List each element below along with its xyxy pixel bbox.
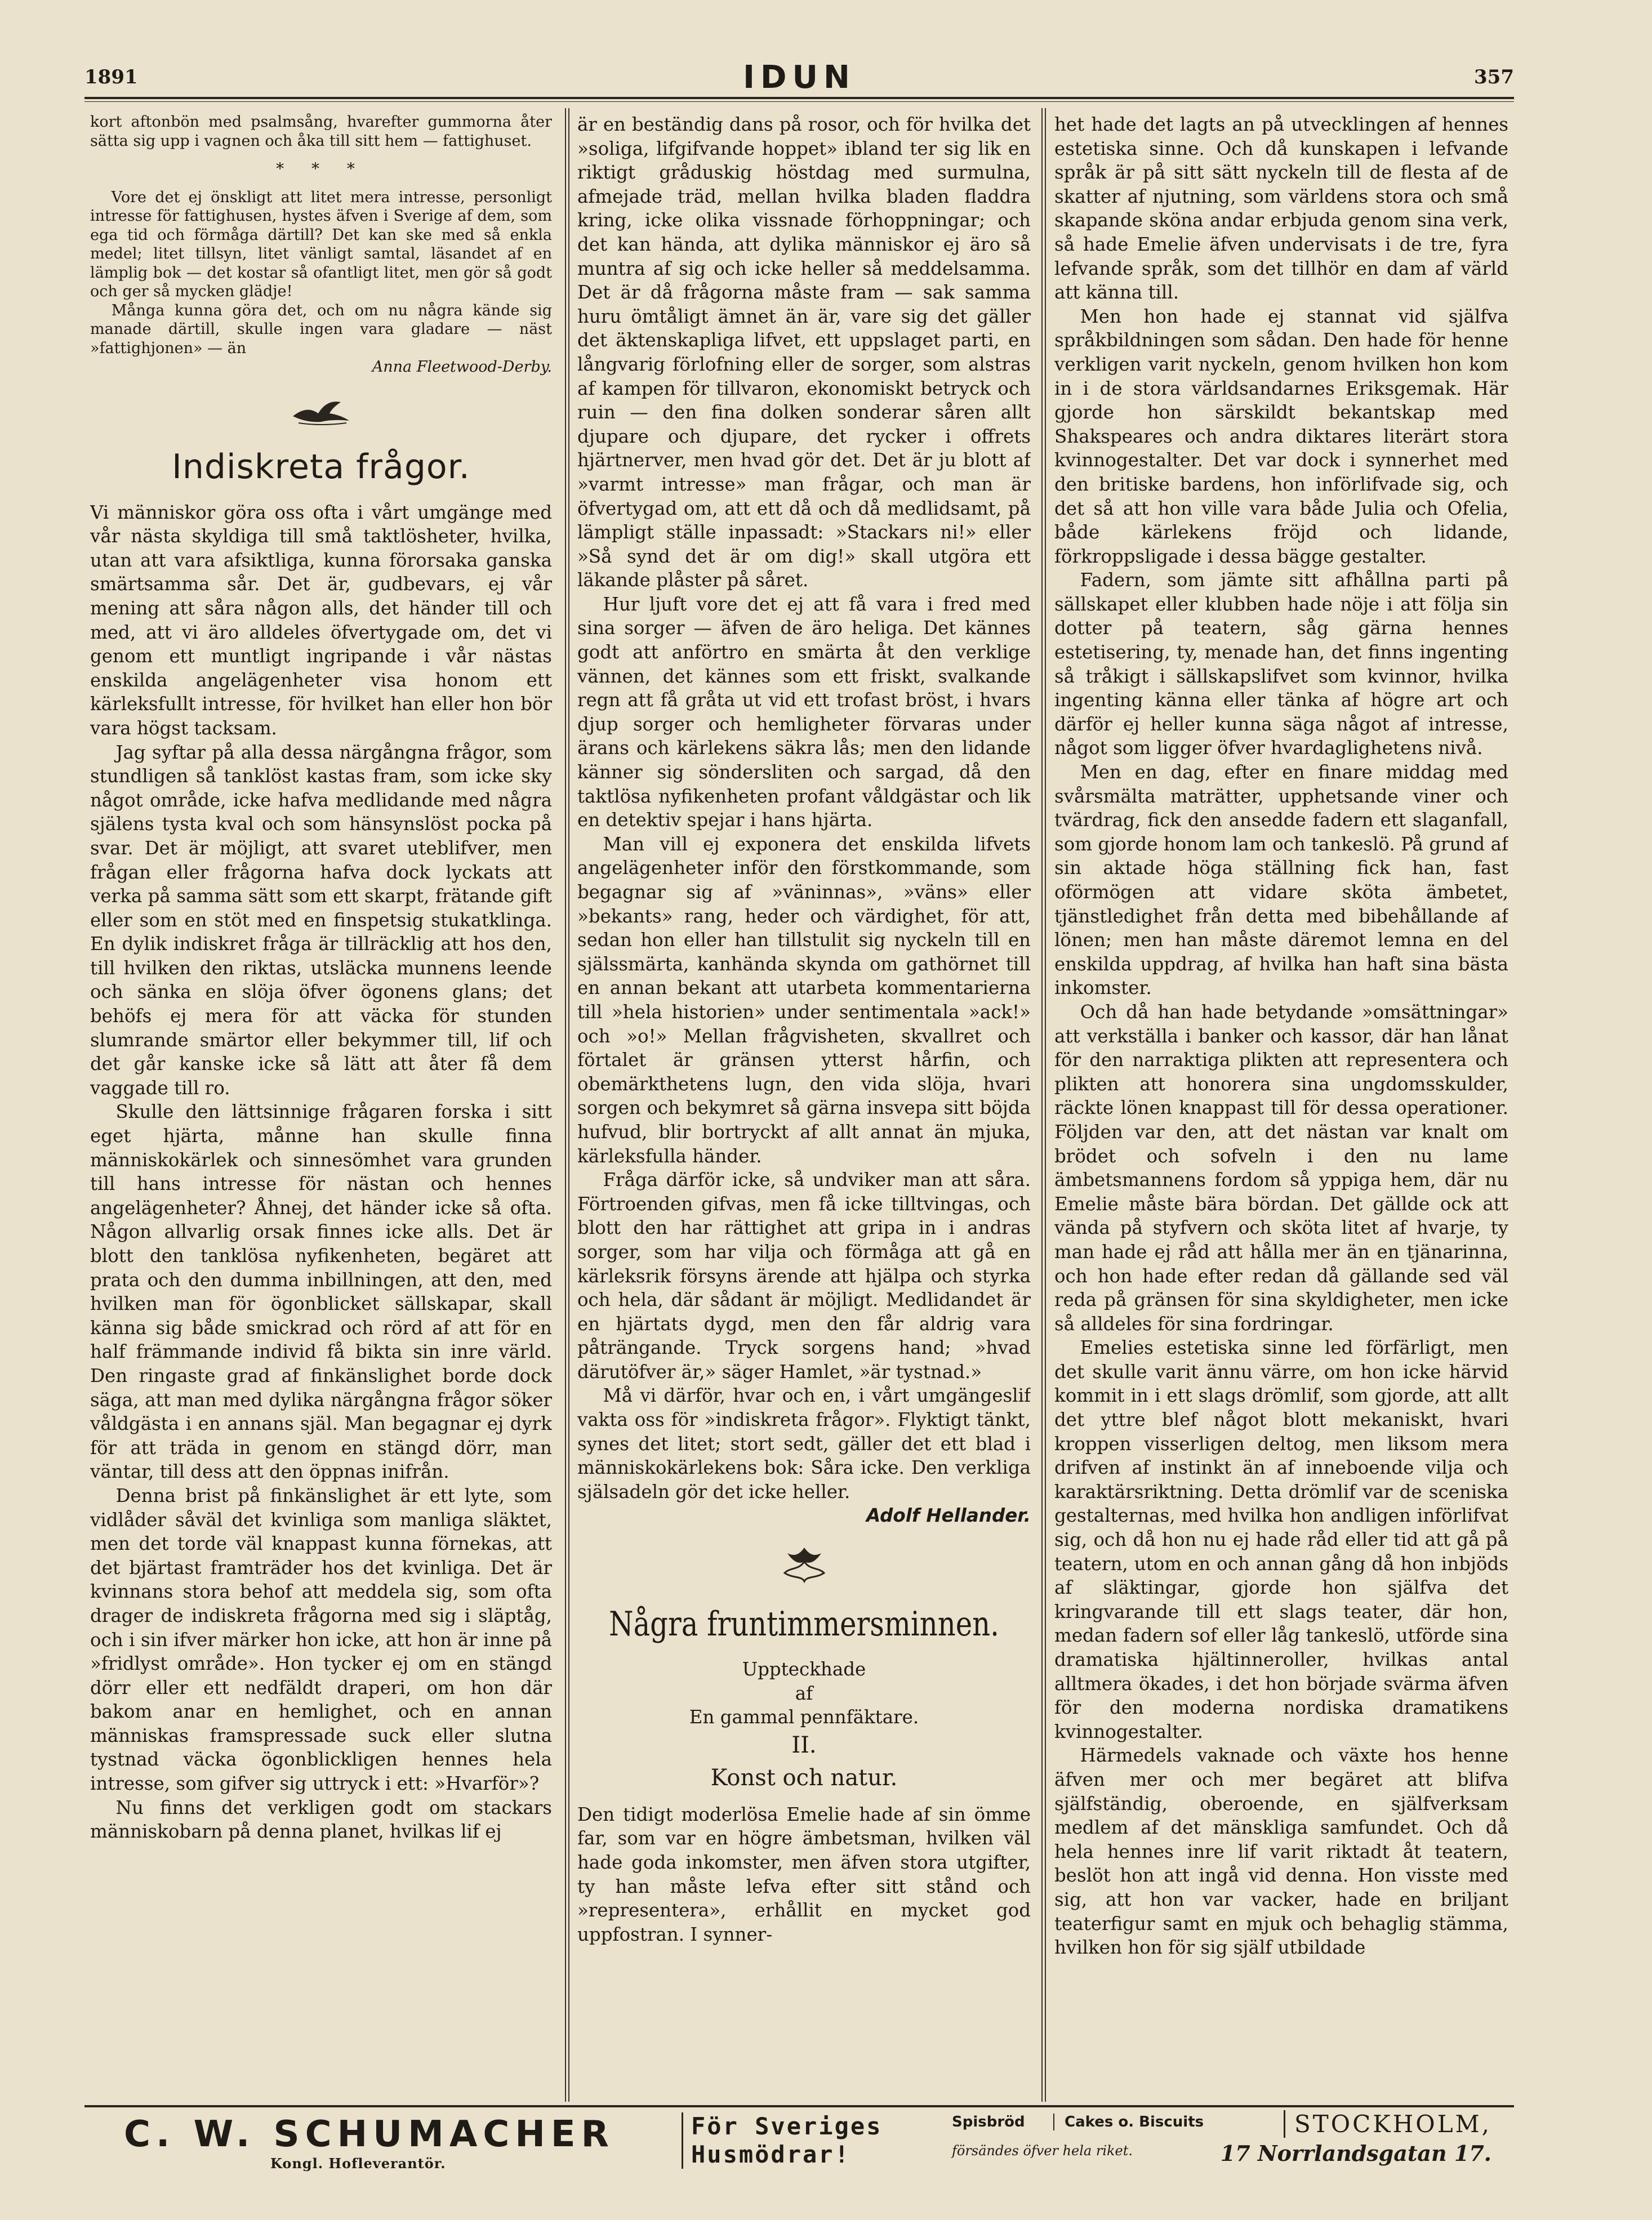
paragraph: Men en dag, efter en finare middag med svårsmälta maträtter, upphetsande viner och tvärdrag, fick den ansedde fadern ett slaganfall, som gjorde honom lam och tankeslö. På grund af sin aktade höga ställning fick han, fast oförmögen att vidare sköta ämbetet, tjänstledighet från detta med bibehållande af lönen; men han måste däremot lemna en del enskilda uppdrag, af hvilka han haft sina bästa inkomster. <box>1054 761 1508 999</box>
column-1 <box>90 113 552 2101</box>
paragraph: Många kunna göra det, och om nu några kände sig manade därtill, skulle ingen vara gladare — näst »fattighjonen» — än <box>90 301 552 357</box>
article-title: Indiskreta frågor. <box>172 447 470 487</box>
column-divider <box>1041 108 1043 2102</box>
bird-ornament-icon <box>90 394 552 427</box>
chapter-title: Konst och natur. <box>710 1764 898 1791</box>
paragraph: är en beständig dans på rosor, och för hvilka det »soliga, lifgifvande hoppet» ibland ter sig lik en riktigt gråduskig höstdag med surmulna, afmejade träd, mellan hvilka bladen fladdra kring, icke olika vissnade förhoppningar; och det kan hända, att dylika människor ej äro så muntra af sig och icke heller så meddelsamma. Det är då frågorna måste fram — sak samma huru ömtåligt ämnet än är, vare sig det gäller det äktenskapliga lifvet, ett uppslaget parti, en långvarig förlofning eller de sorger, som alstras af kampen för tillvaron, ekonomiskt betryck och ruin — den fina dolken sonderar såren allt djupare och djupare, det rycker i offrets hjärtnerver, men hvad gör det. Det är ju blott af »varmt intresse» man frågar, och man är öfvertygad om, att ett då och då medlidsamt, på lämpligt ställe inpassadt: »Stackars ni!» eller »Så synd det är om dig!» skall utgöra ett läkande plåster på såret. <box>577 114 1031 591</box>
paragraph: het hade det lagts an på utvecklingen af hennes estetiska sinne. Och då kunskapen i lefvande språk är på sitt sätt nyckeln till de flesta af de skatter af njutning, som världens stora och små skapande sköna andar erbjuda genom sina verk, så hade Emelie äfven undervisats i de tre, fyra lefvande språk, som det tillhör en dam af värld att känna till. <box>1054 114 1508 304</box>
paragraph: Hur ljuft vore det ej att få vara i fred med sina sorger — äfven de äro heliga. Det kännes godt att anförtro en smärta åt den verklige vännen, det kännes som ett friskt, svalkande regn att få gråta ut vid ett trofast bröst, i hvars djup sorger och hemligheter förvaras under ärans och kärlekens säkra lås; men den lidande känner sig söndersliten och sargad, då den taktlösa nyfikenheten profant våldgästar och lik en detektiv spejar i hans hjärta. <box>577 593 1031 831</box>
paragraph: Må vi därför, hvar och en, i vårt umgängeslif vakta oss för »indiskreta frågor». Flyktigt tänkt, synes det litet; stort sedt, gäller det ett blad i människokärlekens bok: Såra icke. Den verkliga själsadeln gör det icke heller. <box>577 1385 1031 1503</box>
header-title: IDUN <box>743 59 856 96</box>
column-divider <box>568 108 569 2102</box>
author-signature: Adolf Hellander. <box>866 1505 1031 1527</box>
paragraph: Skulle den lättsinnige frågaren forska i sitt eget hjärta, månne han skulle finna människokärlek och sinnesömhet vara grunden till hans intresse för nästan och hennes angelägenheter? Åhnej, det händer icke så ofta. Någon allvarlig orsak finnes icke alls. Det är blott den tanklösa nyfikenheten, begäret att prata och den dumma inbillningen, att den, med hvilken man för ögonblicket sällskapar, skall känna sig både smickrad och rörd af att för en half främmande individ få bikta sin inre värld. Den ringaste grad af finkänslighet borde dock säga, att man med dylika närgångna frågor söker våldgästa i en annans själ. Man begagnar ej dyrk för att träda in genom en stängd dörr, man väntar, till dess att den öppnas inifrån. <box>90 1101 552 1483</box>
paragraph: Och då han hade betydande »omsättningar» att verkställa i banker och kassor, där han lånat för den narraktiga plikten att representera och plikten att honorera sina ungdomsskulder, räckte lönen knappast till för dessa operationer. Följden var den, att det nästan var knalt om brödet och sofveln i den nu lame ämbetsmannens fordom så yppiga hem, där nu Emelie måste bära bördan. Det gällde ock att vända på styfvern och sköta litet af hvarje, ty man hade ej råd att hålla mer än en tjänarinna, och hon hade efter redan då gällande sed väl reda på gränsen för sina skyldigheter, men icke så alldeles för sina fordringar. <box>1054 1001 1508 1335</box>
advertisement-slogan: För Sveriges Husmödrar! <box>682 2112 882 2169</box>
paragraph: Nu finns det verkligen godt om stackars människobarn på denna planet, hvilkas lif ej <box>90 1796 552 1843</box>
product-label: Spisbröd <box>952 2114 1025 2130</box>
author-signature: Anna Fleetwood-Derby. <box>372 358 552 376</box>
advertiser-address: 17 Norrlandsgatan 17. <box>1220 2141 1491 2166</box>
paragraph: Man vill ej exponera det enskilda lifvets angelägenheter inför den förstkommande, som begagnar sig af »väninnas», »väns» eller »bekants» rang, heder och värdighet, för att, sedan hon eller han tillstulit sig nyckeln till en själssmärta, kanhända skynda om gathörnet till en annan bekant att utarbeta kommentarierna till »hela historien» under sentimentala »ack!» och »o!» Mellan frågvisheten, skvallret och förtalet är gränsen ytterst hårfin, och obemärkthetens lugn, den vida slöja, hvari sorgen och bekymret så gärna insvepa sitt böjda hufvud, blir bortryckt af allt annat än mjuka, kärleksfulla händer. <box>577 833 1031 1167</box>
subtitle: Uppteckhade <box>742 1659 866 1680</box>
paragraph: Jag syftar på alla dessa närgångna frågor, som stundligen så tanklöst kastas fram, som icke sky något område, icke hafva medlidande med några själens tysta kval och som hänsynslöst pocka på svar. Det är möjligt, att svaret uteblifver, men frågan eller frågorna hafva dock lyckats att verka på samma sätt som ett skarpt, frätande gift eller som en stöt med en finspetsig stukatklinga. En dylik indiskret fråga är tillräcklig att hos den, till hvilken den riktas, utsläcka munnens leende och sänka en slöja öfver ögonens glans; det behöfs ej mera för att väcka för stunden slumrande smärtor eller bekymmer till, lif och det går kanske icke så lätt att åter få dem vaggade till ro. <box>90 741 552 1099</box>
header-year: 1891 <box>84 66 138 88</box>
column-divider <box>1045 108 1046 2102</box>
paragraph: Den tidigt moderlösa Emelie hade af sin ömme far, som var en högre ämbetsman, hvilken väl hade goda inkomster, men äfven stora utgifter, ty han måste lefva efter sitt stånd och »representera», erhållit en mycket god uppfostran. I synner- <box>577 1803 1031 1945</box>
column-divider <box>565 108 566 2102</box>
paragraph: Vore det ej önskligt att litet mera intresse, personligt intresse för fattighusen, hystes äfven i Sverige af dem, som ega tid och förmåga därtill? Det kan ske med så enkla medel; litet tillsyn, litet vänligt samtal, läsandet af en lämplig bok — det kostar så ofantligt litet, men gör så godt och ger så mycken glädje! <box>90 188 552 301</box>
paragraph: Emelies estetiska sinne led förfärligt, men det skulle varit ännu värre, om hon icke härvid kommit in i ett slags drömlif, som gjorde, att allt det yttre blef något blott mekaniskt, hvari kroppen visserligen deltog, men liksom mera drifven af instinkt än af inneboende vilja och karaktärsriktning. Detta drömlif var de sceniska gestalternas, med hvilka hon andligen införlifvat sig, och då hon nu ej hade råd eller tid att gå på teatern, utom en och annan gång då hon inbjöds af släktingar, gjorde hon själfva det kringvarande till ett slags teater, där hon, medan fadern sof eller låg tankeslö, utförde sina dramatiska hjältinneroller, hvilkas antal alltmera ökades, i det hon började svärma äfven för den moderna nordiska dramatikens kvinnogestalter. <box>1054 1337 1508 1742</box>
footer-rule <box>84 2105 1514 2107</box>
header-rule-thin <box>84 101 1514 102</box>
header-rule <box>84 97 1514 99</box>
section-separator: * * * <box>276 159 366 178</box>
subtitle: af <box>795 1682 813 1704</box>
chapter-number: II. <box>791 1732 817 1758</box>
paragraph: Härmedels vaknade och växte hos henne äfven mer och mer begäret att blifva själfständig, oberoende, en själfverksam medlem af det mänskliga samfundet. Och då hela hennes inre lif varit riktadt åt teatern, beslöt hon att ingå vid denna. Hon visste med sig, att hon var vacker, hade en briljant teaterfigur samt en mjuk och behaglig stämma, hvilken hon för sig själf utbildade <box>1054 1745 1508 1959</box>
advertiser-name: C. W. SCHUMACHER <box>124 2114 615 2155</box>
paragraph: Fråga därför icke, så undviker man att såra. Förtroenden gifvas, men få icke tilltvingas, och blott den har rättighet att gripa in i andras sorger, som har vilja och förmåga att gå en kärleksrik försyns ärende att hjälpa och styrka och hela, där sådant är möjligt. Medlidandet är en hjärtats dygd, men den får aldrig vara påträngande. Tryck sorgens hand; »hvad därutöfver är,» säger Hamlet, »är tystnad.» <box>577 1169 1031 1383</box>
advertiser-title: Kongl. Hofleverantör. <box>270 2155 446 2172</box>
advertiser-city: STOCKHOLM, <box>1284 2110 1491 2138</box>
shipping-note: försändes öfver hela riket. <box>952 2143 1133 2159</box>
article-title: Några fruntimmersminnen. <box>609 1604 999 1644</box>
flourish-ornament-icon <box>577 1545 1031 1584</box>
subtitle: En gammal pennfäktare. <box>689 1706 919 1728</box>
product-label: Cakes o. Biscuits <box>1053 2114 1204 2130</box>
paragraph: kort aftonbön med psalmsång, hvarefter gummorna åter sätta sig upp i vagnen och åka till sitt hem — fattighuset. <box>90 113 552 150</box>
paragraph: Fadern, som jämte sitt afhållna parti på sällskapet eller klubben hade nöje i att följa sin dotter på teatern, såg gärna hennes estetisering, ty, menade han, det finns ingenting så tråkigt i sällskapslifvet som kvinnor, hvilka ingenting känna eller tänka af högre art och därför ej heller kunna säga något af intresse, något som ligger öfver hvardaglighetens nivå. <box>1054 569 1508 759</box>
header-page-number: 357 <box>1474 66 1514 88</box>
column-3 <box>1054 113 1508 2101</box>
paragraph: Vi människor göra oss ofta i vårt umgänge med vår nästa skyldiga till små taktlösheter, hvilka, utan att vara afsiktliga, kunna förorsaka ganska smärtsamma sår. Det är, gudbevars, ej vår mening att såra någon alls, det händer till och med, att vi äro alldeles öfvertygade om, det vi genom ett muntligt ingripande i vår nästas enskilda angelägenheter visa honom ett kärleksfullt intresse, för hvilket han eller hon bör vara högst tacksam. <box>90 501 552 739</box>
page-header <box>84 59 1514 99</box>
paragraph: Men hon hade ej stannat vid själfva språkbildningen som sådan. Den hade för henne verkligen varit nyckeln, genom hvilken hon kom in i de stora världsandarnes Eriksgemak. Här gjorde hon särskildt bekantskap med Shakspeares och andra diktares literärt stora kvinnogestalter. Det var dock i synnerhet med den britiske bardens, hon införlifvade sig, och det så att hon ville vara både Julia och Ofelia, både kärlekens fröjd och lidande, förkroppsligade i dessa bägge gestalter. <box>1054 305 1508 567</box>
column-2 <box>577 113 1031 2101</box>
advertisement-footer <box>84 2109 1514 2171</box>
paragraph: Denna brist på finkänslighet är ett lyte, som vidlåder såväl det kvinliga som manliga släktet, men det torde väl knappast kunna förnekas, att det bjärtast framträder hos det kvinliga. Det är kvinnans stora behof att meddela sig, som ofta drager de indiskreta frågorna med sig i släptåg, och i sin ifver märker hon icke, att hon är inne på »fridlyst område». Hon tycker ej om en stängd dörr eller ett nedfäldt draperi, om hon där bakom anar en hemlighet, och en annan människas framspressade suck eller slutna tystnad väcka ögonblickligen hennes hela intresse, som gifver sig uttryck i ett: »Hvarför»? <box>90 1485 552 1795</box>
